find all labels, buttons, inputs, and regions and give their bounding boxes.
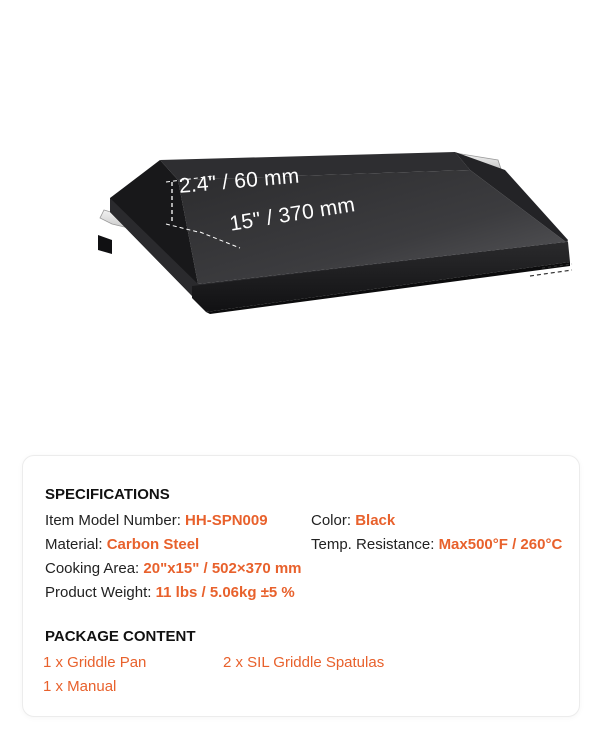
spec-value: Max500°F / 260°C bbox=[438, 536, 563, 553]
spec-label: Product Weight: bbox=[45, 584, 156, 601]
package-content-title: PACKAGE CONTENT bbox=[45, 628, 196, 645]
specifications-title: SPECIFICATIONS bbox=[45, 486, 170, 503]
spec-material bbox=[45, 536, 199, 553]
spec-product-weight bbox=[45, 584, 295, 601]
depth-dimension-label: 15" / 370 mm bbox=[228, 193, 357, 236]
height-dimension-label: 2.4" / 60 mm bbox=[178, 164, 301, 198]
spec-cooking-area bbox=[45, 560, 302, 577]
spec-color bbox=[311, 512, 395, 529]
spec-temp-resistance bbox=[311, 536, 562, 553]
spec-label: Cooking Area: bbox=[45, 560, 144, 577]
spec-label: Material: bbox=[45, 536, 107, 553]
spec-value: Carbon Steel bbox=[106, 536, 200, 553]
spec-label: Color: bbox=[311, 512, 356, 529]
package-item-spatulas: 2 x SIL Griddle Spatulas bbox=[223, 654, 385, 671]
left-foot bbox=[98, 235, 112, 254]
spec-label: Item Model Number: bbox=[45, 512, 186, 529]
package-item-manual: 1 x Manual bbox=[43, 678, 117, 695]
spec-value: 20"x15" / 502×370 mm bbox=[143, 560, 302, 577]
spec-value: HH-SPN009 bbox=[185, 512, 268, 529]
spec-model-number bbox=[45, 512, 268, 529]
package-item-griddle-pan: 1 x Griddle Pan bbox=[43, 654, 147, 671]
spec-label: Temp. Resistance: bbox=[311, 536, 439, 553]
specifications-card bbox=[22, 455, 580, 717]
spec-value: Black bbox=[355, 512, 396, 529]
spec-value: 11 lbs / 5.06kg ±5 % bbox=[155, 584, 295, 601]
